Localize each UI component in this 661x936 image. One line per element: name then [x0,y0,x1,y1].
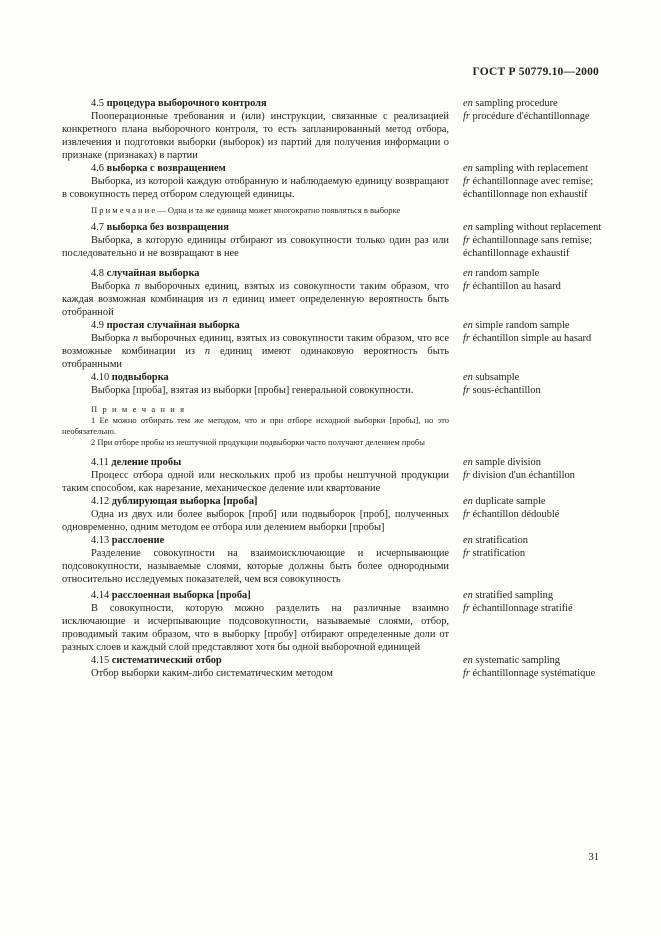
term-fr: échantillon au hasard [472,281,561,292]
term-en: sample division [475,457,541,468]
term-en: systematic sampling [475,655,560,666]
term-name: дублирующая выборка [проба] [111,496,258,507]
term-en: subsample [475,372,520,383]
term-definition: Отбор выборки каким-либо систематическим методом [91,668,333,679]
term-definition: Одна из двух или более выборок [проб] или подвыборок [проб], полученных одновременно, одним методом ее отбора или делением выборки [пробы] [62,509,449,533]
term-en: sampling with replacement [475,163,588,174]
term-entry-4-15: 4.15 систематический отбор Отбор выборки каким-либо систематическим методом en systematic sampling fr échantillonnage systématique [62,654,607,680]
term-number: 4.5 [91,98,104,109]
term-entry-4-11: 4.11 деление пробы Процесс отбора одной или нескольких проб из пробы нештучной продукции таким способом, как нарезание, механическое деление или квартование en sample division fr division d'un échantillon [62,457,575,494]
term-note-1: 1 Ее можно отбирать тем же методом, что и при отборе исходной выборки [пробы], но это необязательно. [62,415,449,436]
term-en: random sample [475,268,540,279]
term-entry-4-9: 4.9 простая случайная выборка Выборка n выборочных единиц, взятых из совокупности таким образом, что все возможные комбинации из n единиц имеют одинаковую вероятность быть отобранными en simple random sample fr échantillon simple au hasard [62,320,592,370]
term-name: деление пробы [111,457,182,468]
term-number: 4.14 [91,590,110,601]
term-en: stratified sampling [475,590,554,601]
term-number: 4.15 [91,655,110,666]
term-number: 4.10 [91,372,110,383]
term-fr: stratification [472,548,526,559]
term-entry-4-13: 4.13 расслоение Разделение совокупности на взаимоисключающие и исчерпывающие подсовокупности, называемые слоями, которые должны быть более однородными относительно исследуемых показателей, чем вся совокупность en stratification fr stratification [62,535,528,585]
term-entry-4-6: 4.6 выборка с возвращением Выборка, из которой каждую отобранную и наблюдаемую единицу возвращают в совокупность перед отбором следующей единицы. П р и м е ч а н и е — Одна и та же единица может многократно появляться в выборке en sampling with replacement fr échantillonnage avec remise; échantillonnage non exhaustif [62,163,594,215]
term-entry-4-12: 4.12 дублирующая выборка [проба] Одна из двух или более выборок [проб] или подвыборок [проб], полученных одновременно, одним методом ее отбора или делением выборки [пробы] en duplicate sample fr échantillon dédoublé [62,496,560,533]
term-note: П р и м е ч а н и е — Одна и та же единица может многократно появляться в выборке [91,205,401,215]
term-entry-4-7: 4.7 выборка без возвращения Выборка, в которую единицы отбирают из совокупности только один раз или последовательно и не возвращают в нее en sampling without replacement fr échantillonnage sans remise; échantillonnage exhaustif [62,222,602,259]
term-name: выборка без возвращения [106,222,229,233]
term-definition: Выборка, в которую единицы отбирают из совокупности только один раз или последовательно и не возвращают в нее [62,235,449,259]
term-en: sampling procedure [475,98,558,109]
term-name: систематический отбор [111,655,222,666]
term-entry-4-14: 4.14 расслоенная выборка [проба] В совокупности, которую можно разделить на различные взаимно исключающие и исчерпывающие подсовокупности, называемые слоями, отбор, проводимый таким образом, что в выборку [пробу] отбирают определенные доли от разных слоев и каждый слой представляют хотя бы одной выборочной единицей en stratified sampling fr échantillonnage stratifié [62,590,573,653]
term-en: stratification [475,535,528,546]
term-name: простая случайная выборка [106,320,240,331]
term-fr: procédure d'échantillonnage [472,111,590,122]
term-entry-4-8: 4.8 случайная выборка Выборка n выборочных единиц, взятых из совокупности таким образом, что каждая возможная комбинация из n единиц имеет определенную вероятность быть отобранной en random sample fr échantillon au hasard [62,268,561,318]
term-definition: Выборка [проба], взятая из выборки [пробы] генеральной совокупности. [91,385,414,396]
term-number: 4.7 [91,222,104,233]
term-name: расслоение [111,535,165,546]
term-fr: échantillonnage systématique [472,668,596,679]
term-definition: В совокупности, которую можно разделить на различные взаимно исключающие и исчерпывающие подсовокупности, называемые слоями, отбор, проводимый таким образом, что в выборку [пробу] отбирают определенные доли от разных слоев и каждый слой представляют хотя бы одной выборочной единицей [62,603,449,653]
term-fr: échantillonnage avec remise; échantillonnage non exhaustif [463,176,594,200]
term-name: случайная выборка [106,268,200,279]
notes-title: П р и м е ч а н и я [91,404,186,414]
term-definition: Выборка n выборочных единиц, взятых из совокупности таким образом, что все возможные комбинации из n единиц имеют одинаковую вероятность быть отобранными [62,333,449,370]
term-note-2: 2 При отборе пробы из нештучной продукции подвыборки часто получают делением пробы [91,437,425,447]
term-number: 4.8 [91,268,104,279]
term-definition: Выборка, из которой каждую отобранную и наблюдаемую единицу возвращают в совокупность перед отбором следующей единицы. [62,176,449,200]
term-fr: échantillonnage stratifié [472,603,573,614]
term-fr: échantillonnage sans remise; échantillonnage exhaustif [463,235,592,259]
term-en: duplicate sample [475,496,546,507]
term-fr: échantillon dédoublé [472,509,560,520]
term-number: 4.11 [91,457,109,468]
term-entry-4-5: 4.5 процедура выборочного контроля Пооперационные требования и (или) инструкции, связанные с реализацией конкретного плана выборочного контроля, то есть запланированный метод отбора, извлечения и подготовки выборки (выборок) из партий для получения информации о признаке (признаках) в партии en sampling procedure fr procédure d'échantillonnage [62,98,590,161]
term-definition: Пооперационные требования и (или) инструкции, связанные с реализацией конкретного плана выборочного контроля, то есть запланированный метод отбора, извлечения и подготовки выборки (выборок) из партий для получения информации о признаке (признаках) в партии [62,111,449,161]
term-number: 4.13 [91,535,110,546]
term-number: 4.6 [91,163,104,174]
page-number: 31 [588,852,599,863]
terms-list [62,97,607,680]
term-en: simple random sample [475,320,570,331]
term-name: выборка с возвращением [106,163,226,174]
term-entry-4-10: 4.10 подвыборка Выборка [проба], взятая из выборки [пробы] генеральной совокупности. П р и м е ч а н и я 1 Ее можно отбирать тем же методом, что и при отборе исходной выборки [пробы], но это необязательно. 2 При отборе пробы из нештучной продукции подвыборки часто получают делением пробы en subsample fr sous-échantillon [62,372,541,447]
term-fr: sous-échantillon [472,385,541,396]
term-definition: Процесс отбора одной или нескольких проб из пробы нештучной продукции таким способом, как нарезание, механическое деление или квартование [62,470,449,494]
document-code: ГОСТ Р 50779.10—2000 [472,66,599,78]
term-number: 4.12 [91,496,110,507]
term-en: sampling without replacement [475,222,602,233]
term-definition: Разделение совокупности на взаимоисключающие и исчерпывающие подсовокупности, называемые слоями, которые должны быть более однородными относительно исследуемых показателей, чем вся совокупность [62,548,449,585]
term-number: 4.9 [91,320,104,331]
term-name: расслоенная выборка [проба] [111,590,251,601]
term-name: подвыборка [111,372,169,383]
term-fr: division d'un échantillon [472,470,575,481]
term-definition: Выборка n выборочных единиц, взятых из совокупности таким образом, что каждая возможная комбинация из n единиц имеет определенную вероятность быть отобранной [62,281,449,318]
term-name: процедура выборочного контроля [106,98,267,109]
term-fr: échantillon simple au hasard [472,333,592,344]
